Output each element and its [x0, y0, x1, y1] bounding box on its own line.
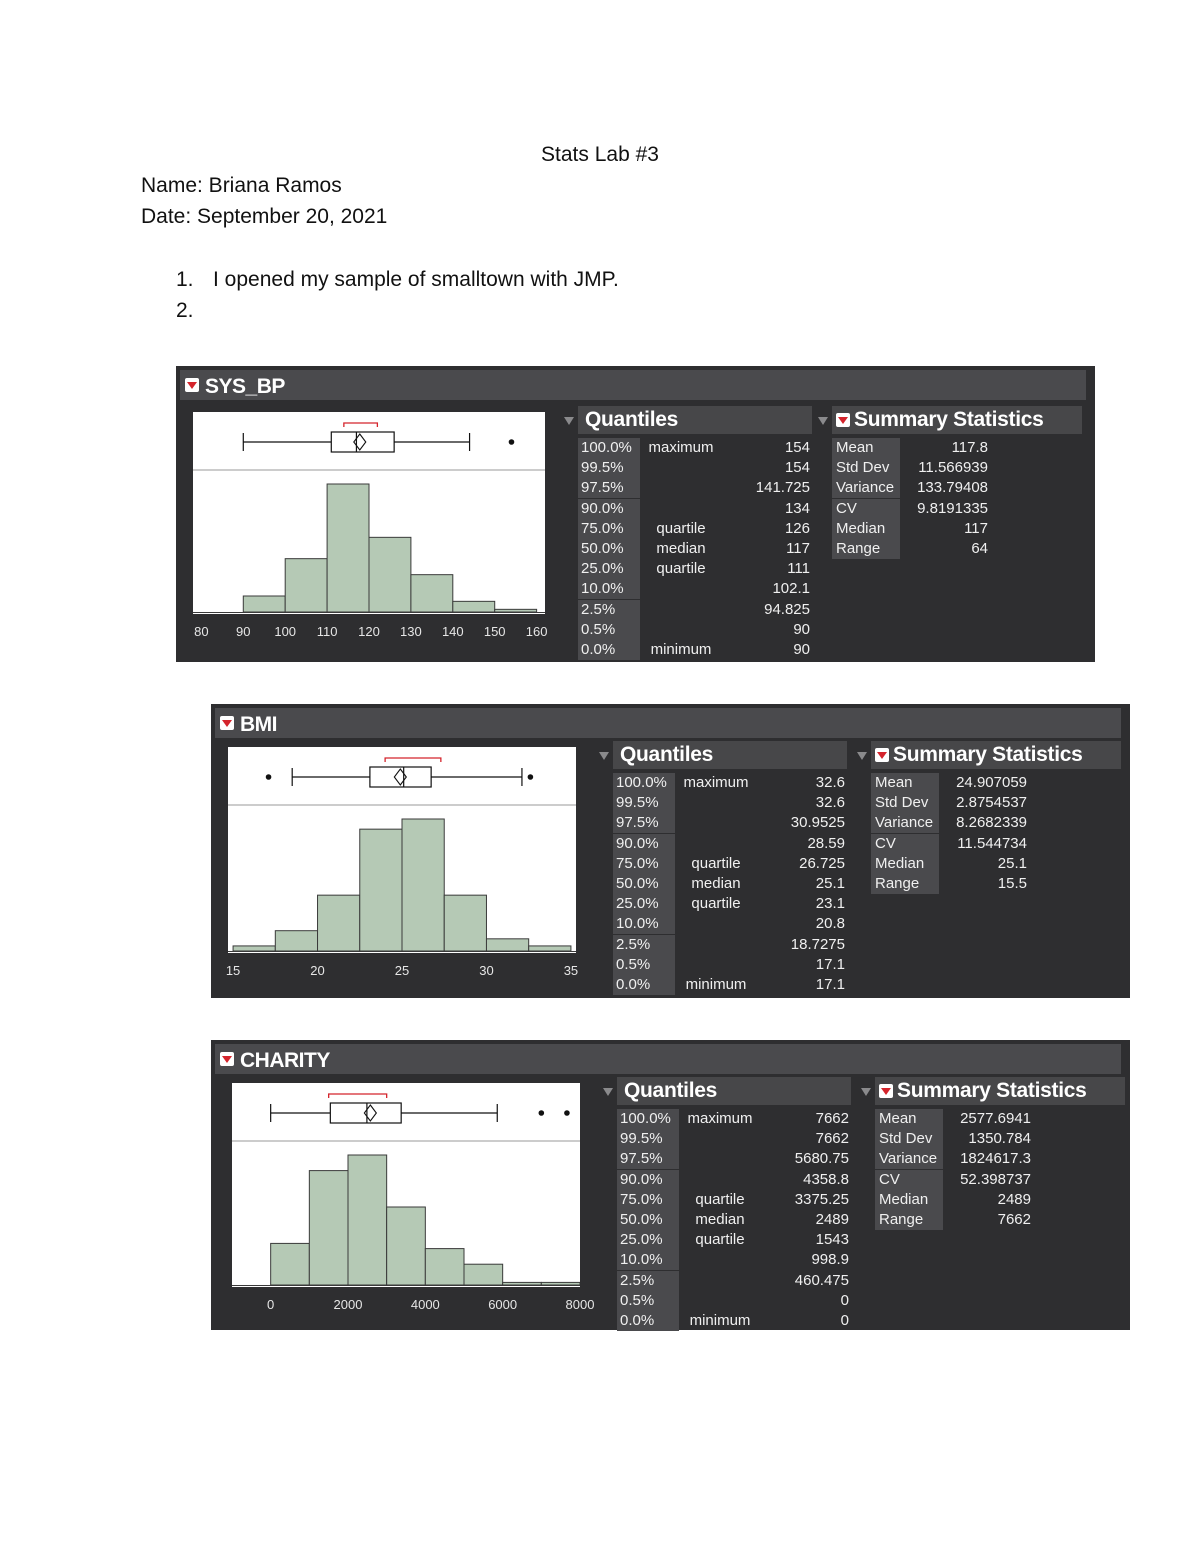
histogram-bar — [402, 819, 444, 951]
histogram-bar — [360, 829, 402, 951]
quantile-value: 0 — [840, 1312, 849, 1329]
quantiles-title: Quantiles — [585, 408, 678, 431]
quantile-value: 25.1 — [815, 875, 845, 892]
collapse-arrow-icon[interactable] — [603, 1088, 613, 1096]
quantile-label — [677, 955, 755, 975]
quantile-percent: 25.0% — [613, 894, 675, 914]
statistic-value: 1824617.3 — [960, 1150, 1031, 1168]
quantile-label: quartile — [691, 854, 741, 872]
histogram-bar — [327, 484, 369, 612]
panel-title: CHARITY — [240, 1049, 330, 1072]
statistic-value: 24.907059 — [956, 774, 1027, 791]
summary-row — [832, 438, 992, 458]
histogram-bar — [318, 895, 360, 951]
axis-tick-label: 2000 — [333, 1297, 363, 1312]
histogram-bar — [309, 1171, 348, 1285]
quantile-percent: 90.0% — [613, 834, 675, 854]
quantile-label — [677, 935, 755, 955]
quantile-label: quartile — [656, 519, 706, 537]
quantile-percent: 0.0% — [617, 1311, 679, 1331]
summary-statistics-title: Summary Statistics — [854, 408, 1044, 431]
axis-tick-label: 15 — [225, 963, 241, 978]
panel-header — [215, 1044, 1121, 1074]
quantile-percent: 10.0% — [578, 579, 640, 599]
quantile-value: 28.59 — [807, 834, 845, 852]
quantile-value: 7662 — [815, 1130, 849, 1148]
quantile-row — [617, 1230, 853, 1250]
quantile-value: 126 — [784, 519, 810, 537]
axis-tick-label: 4000 — [410, 1297, 440, 1312]
quantile-value: 32.6 — [815, 774, 845, 791]
histogram-bar — [464, 1264, 503, 1285]
statistic-value: 11.566939 — [918, 459, 988, 477]
quantile-percent: 2.5% — [617, 1271, 679, 1291]
quantile-row — [617, 1291, 853, 1311]
quantile-row — [613, 854, 849, 874]
statistic-value: 133.79408 — [917, 479, 988, 497]
quartile-box — [331, 432, 394, 452]
panel-header — [215, 708, 1121, 738]
quantile-percent: 90.0% — [617, 1170, 679, 1190]
quantile-label: maximum — [648, 439, 714, 456]
axis-tick-label: 20 — [310, 963, 325, 978]
statistic-value: 2577.6941 — [960, 1110, 1031, 1127]
summary-row — [871, 813, 1031, 833]
jmp-panel — [176, 366, 1095, 662]
quantile-row — [578, 559, 814, 579]
quantile-label: minimum — [689, 1312, 751, 1329]
quantile-percent: 0.0% — [613, 975, 675, 995]
histogram-bar — [495, 609, 537, 612]
quantile-value: 20.8 — [815, 915, 845, 933]
quantile-value: 90 — [793, 641, 810, 658]
summary-statistics-table — [832, 438, 992, 560]
quantile-value: 111 — [787, 560, 810, 578]
statistic-name: Mean — [832, 438, 900, 458]
histogram-bar — [243, 596, 285, 612]
quantile-row — [578, 478, 814, 498]
quantile-label: median — [656, 540, 706, 557]
outlier-point — [539, 1110, 545, 1116]
quantile-percent: 0.5% — [617, 1291, 679, 1311]
summary-row — [871, 854, 1031, 874]
quantiles-header — [578, 406, 812, 434]
disclosure-menu-icon[interactable] — [879, 1084, 893, 1098]
quantile-label — [677, 793, 755, 813]
quantile-row — [617, 1271, 853, 1291]
axis-tick-label: 30 — [479, 963, 494, 978]
quantile-value: 154 — [784, 439, 810, 456]
quantile-row — [578, 640, 814, 660]
histogram-bar — [444, 895, 486, 951]
quantiles-table — [613, 773, 849, 995]
statistic-name: Std Dev — [871, 793, 939, 813]
statistic-name: Std Dev — [832, 458, 900, 478]
quantile-row — [613, 975, 849, 995]
statistic-value: 11.544734 — [957, 834, 1027, 852]
statistic-value: 2.8754537 — [956, 794, 1027, 812]
quantile-row — [617, 1210, 853, 1230]
axis-tick-label: 0 — [267, 1297, 275, 1312]
summary-row — [875, 1170, 1035, 1190]
histogram-bar — [369, 537, 411, 612]
jmp-panel — [211, 1040, 1130, 1330]
quantiles-title: Quantiles — [624, 1079, 717, 1102]
quantile-label — [642, 499, 720, 519]
quantile-value: 23.1 — [815, 895, 845, 913]
histogram-bar — [529, 946, 571, 951]
quantile-percent: 2.5% — [578, 600, 640, 620]
quantiles-header — [617, 1077, 851, 1105]
axis-tick-label: 130 — [400, 624, 422, 639]
summary-statistics-table — [875, 1109, 1035, 1231]
summary-statistics-title: Summary Statistics — [893, 743, 1083, 766]
statistic-name: Range — [875, 1210, 943, 1230]
quantile-row — [613, 834, 849, 854]
collapse-arrow-icon[interactable] — [564, 417, 574, 425]
shortest-half-bracket — [329, 1094, 387, 1098]
shortest-half-bracket — [344, 423, 378, 427]
quantile-value: 2489 — [815, 1211, 849, 1228]
disclosure-menu-icon[interactable] — [836, 413, 850, 427]
summary-row — [871, 773, 1031, 793]
axis-tick-label: 150 — [483, 624, 506, 639]
quantile-percent: 97.5% — [613, 813, 675, 833]
quantile-value: 90 — [793, 620, 810, 638]
statistic-value: 7662 — [997, 1211, 1031, 1228]
quantile-label: quartile — [691, 895, 741, 913]
quantile-percent: 99.5% — [578, 458, 640, 478]
jmp-panel — [211, 704, 1130, 998]
quantile-percent: 50.0% — [617, 1210, 679, 1230]
histogram-svg — [228, 747, 576, 953]
quantiles-header — [613, 741, 847, 769]
statistic-name: CV — [875, 1170, 943, 1190]
student-name: Name: Briana Ramos — [141, 174, 342, 197]
statistic-value: 2489 — [997, 1190, 1031, 1208]
quantile-label — [681, 1149, 759, 1169]
quantile-row — [617, 1250, 853, 1270]
quantile-value: 141.725 — [755, 479, 810, 497]
disclosure-menu-icon[interactable] — [185, 378, 199, 392]
statistic-name: Mean — [875, 1109, 943, 1129]
quantile-percent: 25.0% — [578, 559, 640, 579]
disclosure-menu-icon[interactable] — [220, 716, 234, 730]
axis-tick-label: 25 — [394, 963, 410, 978]
quantile-value: 26.725 — [799, 854, 845, 872]
quantile-label — [677, 914, 755, 934]
summary-row — [832, 519, 992, 539]
quantile-value: 4358.8 — [803, 1170, 849, 1188]
quantile-label: quartile — [695, 1190, 745, 1208]
statistic-name: Range — [832, 539, 900, 559]
quantile-row — [617, 1129, 853, 1149]
disclosure-menu-icon[interactable] — [220, 1052, 234, 1066]
quantile-percent: 97.5% — [617, 1149, 679, 1169]
statistic-value: 8.2682339 — [956, 814, 1027, 832]
panel-title: BMI — [240, 713, 277, 736]
quantile-label — [642, 579, 720, 599]
quantile-percent: 100.0% — [613, 773, 675, 793]
quantile-value: 102.1 — [772, 580, 810, 598]
quantile-percent: 97.5% — [578, 478, 640, 498]
histogram-bar — [425, 1249, 464, 1285]
summary-row — [871, 834, 1031, 854]
summary-statistics-header — [832, 406, 1082, 434]
quantile-row — [613, 955, 849, 975]
histogram-bar — [348, 1155, 387, 1285]
summary-statistics-table — [871, 773, 1031, 895]
axis-tick-label: 8000 — [565, 1297, 595, 1312]
axis-tick-label: 35 — [563, 963, 579, 978]
quantile-label: minimum — [650, 641, 712, 658]
quantile-percent: 50.0% — [613, 874, 675, 894]
quantile-value: 94.825 — [764, 600, 810, 618]
quantiles-table — [617, 1109, 853, 1331]
quantile-row — [613, 793, 849, 813]
quantile-value: 998.9 — [811, 1251, 849, 1269]
statistic-value: 117 — [964, 519, 988, 537]
outlier-point — [528, 774, 534, 780]
quantile-percent: 25.0% — [617, 1230, 679, 1250]
quantiles-table — [578, 438, 814, 660]
distribution-plot — [193, 412, 545, 614]
quantile-percent: 100.0% — [617, 1109, 679, 1129]
quantile-label — [642, 458, 720, 478]
quantile-row — [617, 1170, 853, 1190]
summary-row — [832, 499, 992, 519]
statistic-name: CV — [871, 834, 939, 854]
summary-row — [871, 874, 1031, 894]
quantile-value: 30.9525 — [790, 814, 845, 832]
quantile-value: 32.6 — [815, 794, 845, 812]
list-item-number: 2. — [176, 299, 194, 322]
statistic-value: 25.1 — [997, 854, 1027, 872]
quantile-row — [578, 499, 814, 519]
summary-statistics-header — [875, 1077, 1125, 1105]
quantile-percent: 0.0% — [578, 640, 640, 660]
axis-tick-label: 6000 — [488, 1297, 518, 1312]
histogram-bar — [453, 601, 495, 612]
quantile-percent: 75.0% — [613, 854, 675, 874]
outlier-point — [564, 1110, 570, 1116]
quantile-row — [578, 458, 814, 478]
quantile-row — [613, 894, 849, 914]
histogram-bar — [387, 1207, 426, 1285]
quantile-row — [578, 579, 814, 599]
quantile-percent: 75.0% — [578, 519, 640, 539]
quantile-percent: 10.0% — [613, 914, 675, 934]
summary-row — [875, 1210, 1035, 1230]
quantile-value: 5680.75 — [794, 1150, 849, 1168]
outlier-point — [509, 439, 515, 445]
summary-statistics-header — [871, 741, 1121, 769]
quantile-label — [681, 1170, 759, 1190]
panel-header — [180, 370, 1086, 400]
collapse-arrow-icon[interactable] — [861, 1088, 871, 1096]
statistic-value: 52.398737 — [960, 1170, 1031, 1188]
lab-date: Date: September 20, 2021 — [141, 205, 388, 228]
histogram-bar — [275, 931, 317, 951]
summary-row — [871, 793, 1031, 813]
quantile-label: median — [695, 1211, 745, 1228]
statistic-value: 64 — [971, 540, 988, 557]
summary-row — [875, 1149, 1035, 1169]
histogram-bar — [411, 575, 453, 612]
quantile-percent: 0.5% — [613, 955, 675, 975]
quantile-row — [578, 438, 814, 458]
quantile-row — [578, 620, 814, 640]
quantile-value: 17.1 — [815, 976, 845, 993]
quantile-percent: 90.0% — [578, 499, 640, 519]
statistic-value: 117.8 — [951, 439, 988, 456]
summary-row — [875, 1190, 1035, 1210]
quantile-label: minimum — [685, 976, 747, 993]
axis-tick-label: 110 — [316, 624, 338, 639]
axis-tick-label: 90 — [236, 624, 251, 639]
quantile-label — [642, 620, 720, 640]
statistic-name: Median — [871, 854, 939, 874]
list-item-number: 1. — [176, 268, 194, 291]
quantile-row — [613, 914, 849, 934]
quantile-row — [617, 1311, 853, 1331]
histogram-svg — [193, 412, 545, 614]
quantile-row — [617, 1109, 853, 1129]
quantile-value: 3375.25 — [794, 1190, 849, 1208]
quantile-percent: 0.5% — [578, 620, 640, 640]
statistic-value: 1350.784 — [968, 1130, 1031, 1148]
shortest-half-bracket — [385, 758, 441, 762]
disclosure-menu-icon[interactable] — [875, 748, 889, 762]
quantiles-title: Quantiles — [620, 743, 713, 766]
summary-row — [875, 1129, 1035, 1149]
quantile-label — [681, 1129, 759, 1149]
quantile-value: 154 — [784, 459, 810, 477]
histogram-bar — [541, 1282, 580, 1285]
quantile-row — [578, 519, 814, 539]
quantile-value: 460.475 — [794, 1271, 849, 1289]
statistic-name: Variance — [871, 813, 939, 833]
quantile-value: 0 — [840, 1291, 849, 1309]
quantile-label: median — [691, 875, 741, 892]
histogram-svg — [232, 1083, 580, 1287]
quantile-label — [642, 478, 720, 498]
quantile-percent: 2.5% — [613, 935, 675, 955]
summary-row — [832, 478, 992, 498]
statistic-name: Median — [875, 1190, 943, 1210]
collapse-arrow-icon[interactable] — [599, 752, 609, 760]
quantile-label — [681, 1250, 759, 1270]
document-title: Stats Lab #3 — [541, 143, 659, 166]
distribution-plot — [232, 1083, 580, 1287]
quantile-row — [617, 1190, 853, 1210]
axis-tick-label: 80 — [194, 624, 209, 639]
axis-tick-label: 160 — [525, 624, 548, 639]
summary-row — [832, 458, 992, 478]
collapse-arrow-icon[interactable] — [818, 417, 828, 425]
histogram-bar — [503, 1282, 542, 1285]
quantile-value: 18.7275 — [790, 935, 845, 953]
quantile-label — [642, 600, 720, 620]
quantile-label — [681, 1291, 759, 1311]
quantile-label — [677, 834, 755, 854]
quantile-value: 1543 — [815, 1231, 849, 1249]
statistic-name: Median — [832, 519, 900, 539]
statistic-name: Std Dev — [875, 1129, 943, 1149]
statistic-name: Mean — [871, 773, 939, 793]
summary-row — [875, 1109, 1035, 1129]
statistic-value: 9.8191335 — [917, 499, 988, 517]
quantile-row — [613, 874, 849, 894]
quantile-percent: 99.5% — [613, 793, 675, 813]
summary-row — [832, 539, 992, 559]
quantile-label — [677, 813, 755, 833]
quantile-row — [613, 935, 849, 955]
quantile-row — [578, 539, 814, 559]
quantile-label — [681, 1271, 759, 1291]
histogram-bar — [486, 939, 528, 951]
collapse-arrow-icon[interactable] — [857, 752, 867, 760]
axis-tick-label: 100 — [274, 624, 297, 639]
quantile-label: quartile — [695, 1231, 745, 1249]
quantile-label: maximum — [683, 774, 749, 791]
distribution-plot — [228, 747, 576, 953]
axis-tick-label: 120 — [358, 624, 380, 639]
quantile-row — [617, 1149, 853, 1169]
quantile-value: 134 — [784, 499, 810, 517]
quantile-percent: 100.0% — [578, 438, 640, 458]
statistic-name: Variance — [832, 478, 900, 498]
quantile-value: 7662 — [815, 1110, 849, 1127]
axis-tick-label: 140 — [441, 624, 464, 639]
quantile-row — [613, 813, 849, 833]
quartile-box — [330, 1103, 401, 1123]
quantile-percent: 10.0% — [617, 1250, 679, 1270]
list-item-text: I opened my sample of smalltown with JMP. — [213, 268, 619, 291]
quantile-row — [613, 773, 849, 793]
quantile-percent: 75.0% — [617, 1190, 679, 1210]
quantile-percent: 99.5% — [617, 1129, 679, 1149]
histogram-bar — [233, 946, 275, 951]
histogram-bar — [271, 1243, 310, 1285]
summary-statistics-title: Summary Statistics — [897, 1079, 1087, 1102]
statistic-name: CV — [832, 499, 900, 519]
quantile-row — [578, 600, 814, 620]
outlier-point — [266, 774, 272, 780]
quantile-percent: 50.0% — [578, 539, 640, 559]
statistic-name: Variance — [875, 1149, 943, 1169]
quantile-value: 117 — [786, 540, 810, 557]
panel-title: SYS_BP — [205, 375, 285, 398]
statistic-name: Range — [871, 874, 939, 894]
quantile-label: quartile — [656, 560, 706, 578]
histogram-bar — [285, 559, 327, 612]
quantile-value: 17.1 — [815, 955, 845, 973]
statistic-value: 15.5 — [997, 875, 1027, 892]
quantile-label: maximum — [687, 1110, 753, 1127]
